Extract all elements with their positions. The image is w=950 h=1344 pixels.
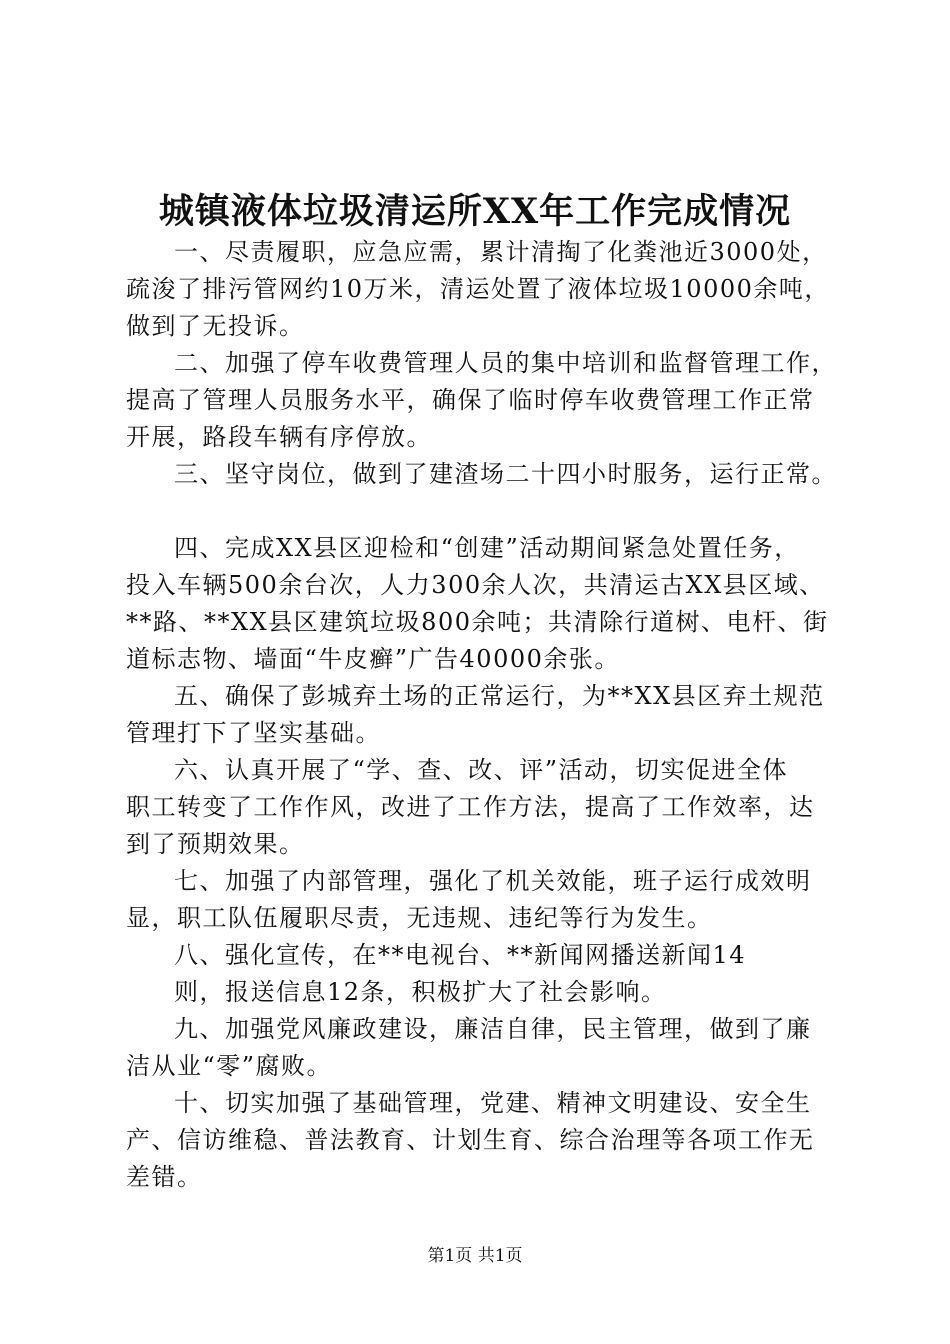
paragraph-7-line-1: 七、加强了内部管理，强化了机关效能，班子运行成效明 <box>174 867 812 895</box>
paragraph-4-line-2: 投入车辆500余台次，人力300余人次，共清运古XX县区域、 <box>126 571 825 599</box>
paragraph-6-line-2: 职工转变了工作作风，改进了工作方法，提高了工作效率，达 <box>126 793 815 821</box>
paragraph-8-line-1: 八、强化宣传，在**电视台、**新闻网播送新闻14 <box>174 941 747 969</box>
paragraph-3-line-1: 三、坚守岗位，做到了建渣场二十四小时服务，运行正常。 <box>174 460 837 488</box>
paragraph-4-line-1: 四、完成XX县区迎检和“创建”活动期间紧急处置任务， <box>174 534 800 562</box>
paragraph-2-line-3: 开展，路段车辆有序停放。 <box>126 423 432 451</box>
paragraph-1-line-3: 做到了无投诉。 <box>126 312 305 340</box>
paragraph-7-line-2: 显，职工队伍履职尽责，无违规、违纪等行为发生。 <box>126 904 713 932</box>
paragraph-1-line-1: 一、尽责履职，应急应需，累计清掏了化粪池近3000处， <box>174 238 828 266</box>
paragraph-1-line-2: 疏浚了排污管网约10万米，清运处置了液体垃圾10000余吨， <box>126 275 830 303</box>
paragraph-6-line-3: 到了预期效果。 <box>126 830 305 858</box>
paragraph-9-line-1: 九、加强党风廉政建设，廉洁自律，民主管理，做到了廉 <box>174 1015 812 1043</box>
paragraph-8-line-2: 则，报送信息12条，积极扩大了社会影响。 <box>174 978 667 1006</box>
paragraph-4-line-4: 道标志物、墙面“牛皮癣”广告40000余张。 <box>126 645 620 673</box>
paragraph-9-line-2: 洁从业“零”腐败。 <box>126 1052 333 1080</box>
paragraph-10-line-2: 产、信访维稳、普法教育、计划生育、综合治理等各项工作无 <box>126 1126 815 1154</box>
page-footer: 第1页 共1页 <box>427 1246 523 1266</box>
paragraph-5-line-2: 管理打下了坚实基础。 <box>126 719 381 747</box>
paragraph-6-line-1: 六、认真开展了“学、查、改、评”活动，切实促进全体 <box>174 756 789 784</box>
paragraph-4-line-3: **路、**XX县区建筑垃圾800余吨；共清除行道树、电杆、街 <box>126 608 829 636</box>
blank-line <box>126 493 846 530</box>
paragraph-2-line-2: 提高了管理人员服务水平，确保了临时停车收费管理工作正常 <box>126 386 815 414</box>
paragraph-5-line-1: 五、确保了彭城弃土场的正常运行，为**XX县区弃土规范 <box>174 682 825 710</box>
paragraph-10-line-1: 十、切实加强了基础管理，党建、精神文明建设、安全生 <box>174 1089 812 1117</box>
paragraph-10-line-3: 差错。 <box>126 1163 203 1191</box>
document-body <box>126 234 846 1196</box>
paragraph-2-line-1: 二、加强了停车收费管理人员的集中培训和监督管理工作， <box>174 349 837 377</box>
document-title: 城镇液体垃圾清运所XX年工作完成情况 <box>158 191 792 232</box>
